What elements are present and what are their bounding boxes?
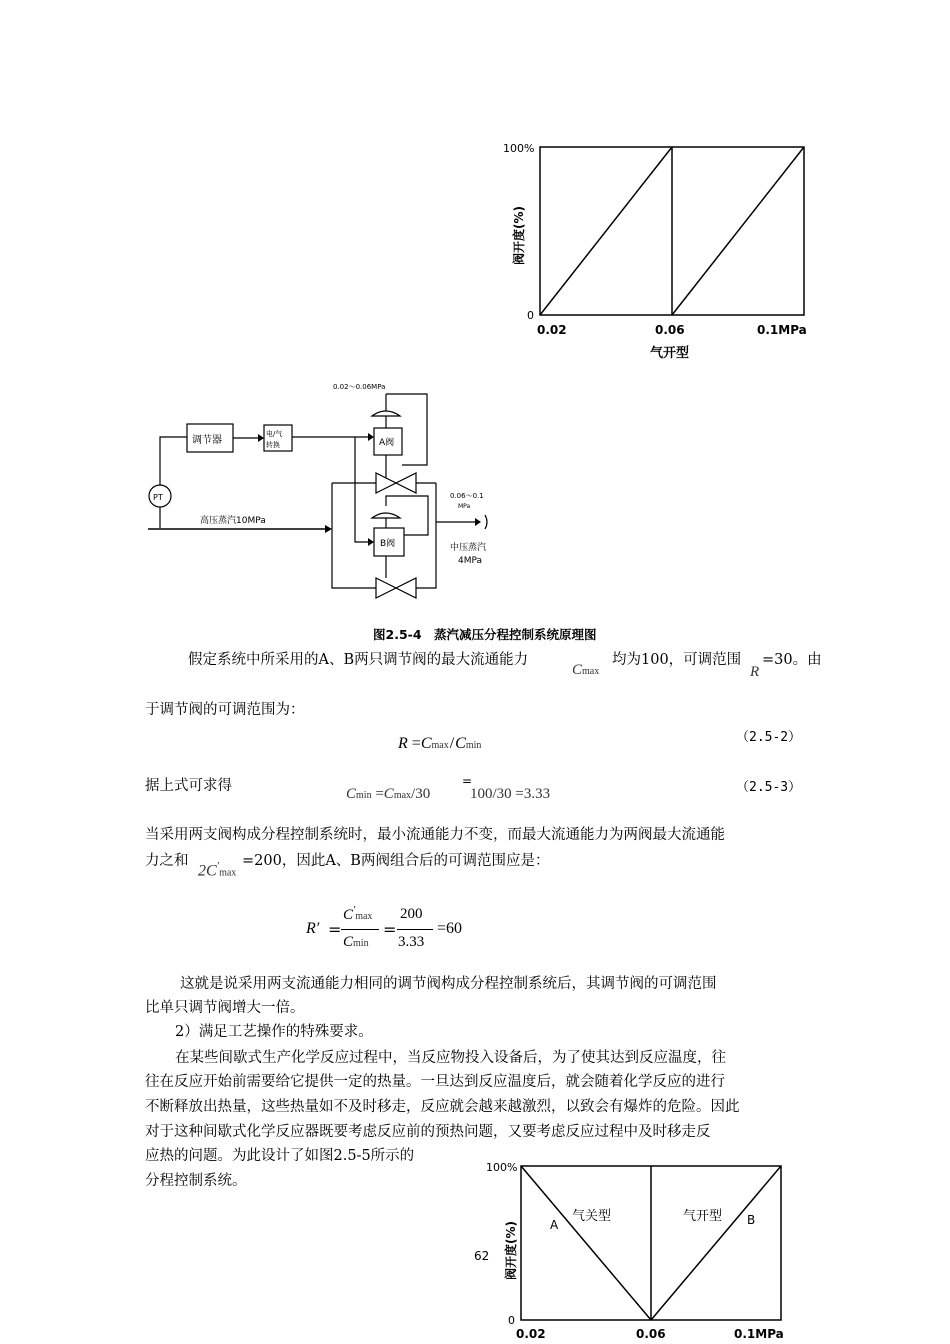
chart2-label-close: 气关型: [572, 1209, 612, 1224]
frac2-bar: [397, 929, 433, 930]
para1-c: =30。由: [762, 652, 822, 668]
frac1-bar: [341, 929, 379, 930]
para6-line2: 往在反应开始前需要给它提供一定的热量。一旦达到反应温度后，就会随着化学反应的进行: [145, 1074, 725, 1090]
chart2-series-b: B: [747, 1213, 756, 1227]
chart1-xtick-1: 0.02: [537, 323, 567, 337]
chart2-y-top: 100%: [486, 1161, 518, 1174]
valve-a-label: A阀: [379, 438, 395, 448]
valve-b-label: B阀: [380, 539, 396, 549]
valve-a-actuator: [372, 411, 400, 416]
signal-range-a: 0.02～0.06MPa: [333, 383, 386, 391]
chart1-ylabel: 阀开度(%): [512, 206, 526, 265]
para6-line1: 在某些间歇式生产化学反应过程中，当反应物投入设备后，为了使其达到反应温度，往: [175, 1050, 726, 1066]
chart2-line-b: [651, 1166, 781, 1320]
frac-eq-2: =: [383, 920, 397, 939]
chart2-ylabel: 阀开度(%): [504, 1221, 518, 1280]
two-cmax-prime: 2C′max: [198, 860, 237, 880]
para3-line1: 当采用两支阀构成分程控制系统时，最小流通能力不变，而最大流通能力为两阀最大流通能: [145, 827, 725, 843]
valve-b-actuator: [372, 513, 400, 518]
para6-line6: 分程控制系统。: [145, 1173, 247, 1189]
para4-line2: 比单只调节阀增大一倍。: [145, 1000, 305, 1016]
para3-b: =200，因此A、B两阀组合后的可调范围应是：: [242, 853, 550, 869]
converter-label-1: 电/气: [266, 430, 283, 438]
frac-eq-1: =: [328, 920, 342, 939]
equation-2-5-3-result: 100/30 =3.33: [470, 786, 551, 802]
equation-2-5-3: Cmin =Cmax/30: [346, 786, 431, 802]
high-pressure-label: 高压蒸汽10MPa: [200, 516, 266, 526]
para5: 2）满足工艺操作的特殊要求。: [175, 1024, 373, 1040]
chart-split-range: [470, 1158, 810, 1344]
chart2-y-mark: 62: [474, 1249, 490, 1263]
signal-range-b-1: 0.06～0.1: [450, 492, 484, 500]
para6-line3: 不断释放出热量，这些热量如不及时移走，反应就会越来越激烈，以致会有爆炸的危险。因此: [145, 1099, 740, 1115]
frac2-denominator: 3.33: [398, 934, 425, 950]
chart2-label-open: 气开型: [683, 1209, 723, 1224]
controller-label: 调节器: [192, 435, 222, 446]
medium-pressure-label-1: 中压蒸汽: [450, 543, 487, 553]
figure-caption: 图2.5-4 蒸汽减压分程控制系统原理图: [373, 627, 597, 642]
para6-line5: 应热的问题。为此设计了如图2.5-5所示的: [145, 1148, 415, 1164]
frac-result: =60: [437, 920, 463, 937]
para1-line2: 于调节阀的可调范围为：: [145, 702, 305, 718]
bypass-valve-body: [376, 578, 396, 598]
equation-number-3: （2.5-3）: [736, 780, 802, 795]
equation-number-2: （2.5-2）: [736, 730, 802, 745]
para1-a: 假定系统中所采用的A、B两只调节阀的最大流通能力: [188, 652, 529, 668]
chart1-xtick-2: 0.06: [655, 323, 685, 337]
chart2-y-bottom: 0: [508, 1314, 515, 1327]
split-range-diagram: [140, 370, 520, 610]
chart1-line-first: [540, 147, 672, 315]
para6-line4: 对于这种间歇式化学反应器既要考虑反应前的预热问题，又要考虑反应过程中及时移走反: [145, 1124, 711, 1140]
r-symbol: R: [750, 664, 760, 680]
frac1-denominator: Cmin: [343, 934, 369, 950]
frac2-numerator: 200: [400, 906, 423, 922]
para3-a: 力之和: [145, 853, 189, 869]
chart1-line-second: [672, 147, 804, 315]
chart1-y-top: 100%: [503, 142, 535, 155]
chart2-xtick-1: 0.02: [516, 1327, 546, 1341]
frac1-numerator: C′max: [343, 905, 373, 923]
para4-line1: 这就是说采用两支流通能力相同的调节阀构成分程控制系统后，其调节阀的可调范围: [180, 976, 717, 992]
signal-range-b-2: MPa: [458, 503, 471, 510]
medium-pressure-label-2: 4MPa: [458, 556, 483, 566]
equation-2-5-2: R =Cmax/Cmin: [398, 735, 482, 752]
r-prime: R′: [306, 920, 320, 937]
chart1-y-bottom: 0: [527, 309, 534, 322]
chart2-series-a: A: [550, 1218, 559, 1232]
chart2-xtick-3: 0.1MPa: [734, 1327, 784, 1341]
chart1-xtick-3: 0.1MPa: [757, 323, 807, 337]
para1-b: 均为100，可调范围: [612, 652, 742, 668]
pressure-sensor-label: PT: [153, 493, 163, 502]
para2: 据上式可求得: [145, 778, 232, 794]
chart2-line-a: [521, 1166, 651, 1320]
chart2-xtick-2: 0.06: [636, 1327, 666, 1341]
chart-air-open: [495, 135, 825, 365]
converter-label-2: 转换: [266, 441, 280, 449]
cmax-symbol: Cmax: [572, 662, 600, 678]
chart1-xlabel: 气开型: [650, 346, 690, 361]
equation-2-5-3-over: =: [462, 774, 473, 788]
